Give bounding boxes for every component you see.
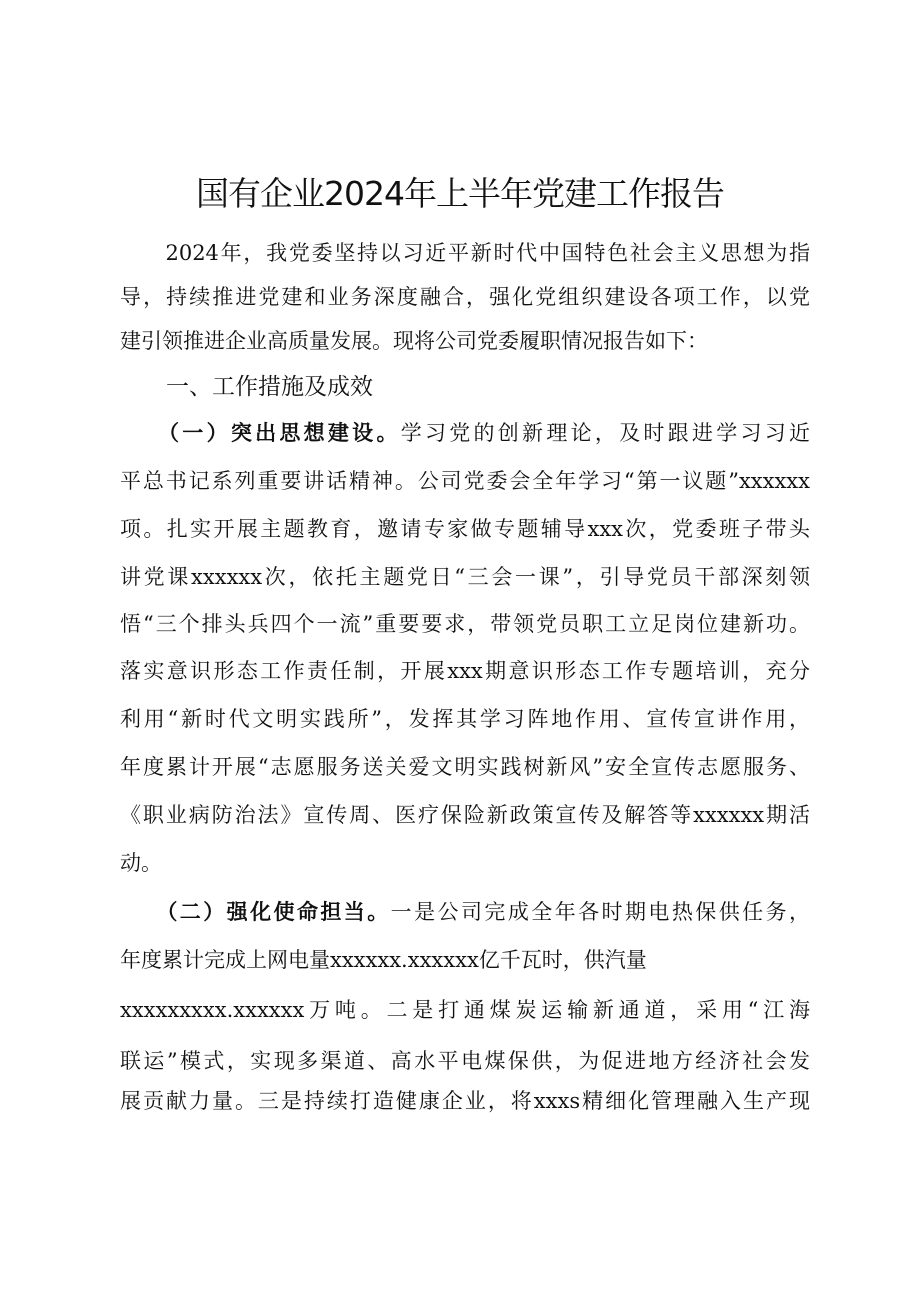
- p2-line-5: 展贡献力量。三是持续打造健康企业，将xxxs精细化管理融入生产现: [120, 1089, 810, 1113]
- intro-line-2: 导，持续推进党建和业务深度融合，强化党组织建设各项工作，以党: [120, 285, 810, 309]
- p1-line-1: [120, 418, 810, 448]
- p1-line-8: 年度累计开展“志愿服务送关爱文明实践树新风”安全宣传志愿服务、: [120, 755, 810, 779]
- p1-line-5: 悟“三个排头兵四个一流”重要要求，带领党员职工立足岗位建新功。: [120, 612, 810, 636]
- p1-lead: （一）突出思想建设。: [120, 420, 401, 445]
- intro-line-1: 2024年，我党委坚持以习近平新时代中国特色社会主义思想为指: [120, 241, 810, 265]
- p1-line-3: 项。扎实开展主题教育，邀请专家做专题辅导xxx次，党委班子带头: [120, 517, 810, 541]
- p1-line-7: 利用“新时代文明实践所”，发挥其学习阵地作用、宣传宣讲作用，: [120, 707, 810, 731]
- p2-line-1: [120, 897, 810, 927]
- p1-line-10: 动。: [120, 851, 162, 875]
- p2-first-text: 一是公司完成全年各时期电热保供任务，: [390, 900, 810, 924]
- p1-line-4: 讲党课xxxxxx次，依托主题党日“三会一课”，引导党员干部深刻领: [120, 565, 810, 589]
- p1-first-text: 学习党的创新理论，及时跟进学习习近: [400, 421, 810, 445]
- p2-line-3: xxxxxxxxx.xxxxxx万吨。二是打通煤炭运输新通道，采用“江海: [120, 998, 810, 1022]
- p2-lead: （二）强化使命担当。: [120, 899, 391, 924]
- p2-line-2: 年度累计完成上网电量xxxxxx.xxxxxx亿千瓦时，供汽量: [120, 948, 647, 972]
- p1-line-9: 《职业病防治法》宣传周、医疗保险新政策宣传及解答等xxxxxx期活: [120, 803, 810, 827]
- p2-line-4: 联运”模式，实现多渠道、高水平电煤保供，为促进地方经济社会发: [120, 1049, 810, 1073]
- section-heading: 一、工作措施及成效: [166, 374, 373, 400]
- intro-line-3: 建引领推进企业高质量发展。现将公司党委履职情况报告如下：: [120, 329, 708, 353]
- p1-line-2: 平总书记系列重要讲话精神。公司党委会全年学习“第一议题”xxxxxx: [120, 469, 810, 493]
- p1-line-6: 落实意识形态工作责任制，开展xxx期意识形态工作专题培训，充分: [120, 659, 810, 683]
- document-title: 国有企业2024年上半年党建工作报告: [196, 174, 724, 213]
